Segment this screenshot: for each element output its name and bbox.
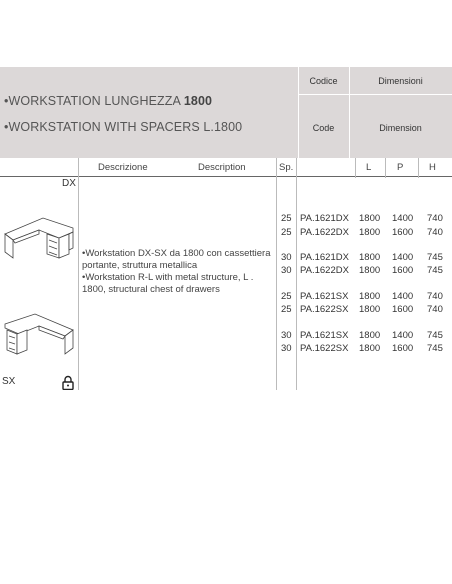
lock-icon	[62, 375, 74, 390]
dimensioni-header: Dimensioni	[378, 76, 423, 86]
cell-p: 1600	[392, 343, 414, 354]
cell-code: PA.1622SX	[300, 304, 349, 315]
product-description	[82, 248, 277, 296]
cell-code: PA.1621SX	[300, 291, 349, 302]
cell-code: PA.1622DX	[300, 265, 349, 276]
cell-code: PA.1621DX	[300, 213, 349, 224]
cell-p: 1600	[392, 227, 414, 238]
cell-p: 1400	[392, 330, 414, 341]
cell-p: 1600	[392, 304, 414, 315]
desk-sx-illustration	[3, 304, 75, 360]
cell-code: PA.1622SX	[300, 343, 349, 354]
cell-h: 745	[427, 330, 443, 341]
desk-dx-illustration	[3, 208, 75, 264]
cell-code: PA.1622DX	[300, 227, 349, 238]
cell-l: 1800	[359, 304, 381, 315]
column-separator	[418, 158, 419, 178]
cell-sp: 30	[281, 343, 292, 354]
col-description: Description	[198, 162, 246, 173]
cell-sp: 30	[281, 252, 292, 263]
code-header: Code	[312, 123, 335, 133]
cell-p: 1400	[392, 252, 414, 263]
cell-sp: 25	[281, 227, 292, 238]
cell-l: 1800	[359, 227, 381, 238]
page-title-en: •WORKSTATION WITH SPACERS L.1800	[4, 120, 243, 134]
cell-sp: 30	[281, 330, 292, 341]
cell-sp: 25	[281, 304, 292, 315]
header-divider	[298, 94, 452, 95]
dx-label: DX	[62, 178, 76, 189]
description-en: •Workstation R-L with metal structure, L . 1800, structural chest of drawers	[82, 272, 254, 295]
page-title-it	[4, 94, 212, 108]
cell-sp: 30	[281, 265, 292, 276]
column-separator	[385, 158, 386, 178]
col-l: L	[366, 162, 372, 173]
cell-sp: 25	[281, 291, 292, 302]
col-p: P	[397, 162, 404, 173]
cell-h: 745	[427, 265, 443, 276]
cell-p: 1600	[392, 265, 414, 276]
description-it: •Workstation DX-SX da 1800 con cassettiera portante, struttura metallica	[82, 248, 271, 271]
cell-l: 1800	[359, 252, 381, 263]
cell-sp: 25	[281, 213, 292, 224]
title-it-length: 1800	[183, 94, 213, 108]
cell-h: 740	[427, 304, 443, 315]
sx-label: SX	[2, 376, 16, 387]
dimension-header: Dimension	[379, 123, 422, 133]
cell-p: 1400	[392, 213, 414, 224]
codice-header: Codice	[309, 76, 338, 86]
cell-l: 1800	[359, 213, 381, 224]
cell-h: 745	[427, 252, 443, 263]
cell-h: 745	[427, 343, 443, 354]
cell-l: 1800	[359, 265, 381, 276]
cell-code: PA.1621DX	[300, 252, 349, 263]
cell-l: 1800	[359, 343, 381, 354]
cell-h: 740	[427, 213, 443, 224]
col-descrizione: Descrizione	[98, 162, 148, 173]
col-sp: Sp.	[279, 162, 294, 173]
cell-l: 1800	[359, 291, 381, 302]
cell-l: 1800	[359, 330, 381, 341]
cell-h: 740	[427, 291, 443, 302]
cell-code: PA.1621SX	[300, 330, 349, 341]
col-h: H	[429, 162, 436, 173]
cell-h: 740	[427, 227, 443, 238]
column-separator	[78, 158, 79, 390]
cell-p: 1400	[392, 291, 414, 302]
title-it-text: •WORKSTATION LUNGHEZZA	[4, 94, 184, 108]
column-separator	[296, 158, 297, 390]
column-separator	[355, 158, 356, 178]
